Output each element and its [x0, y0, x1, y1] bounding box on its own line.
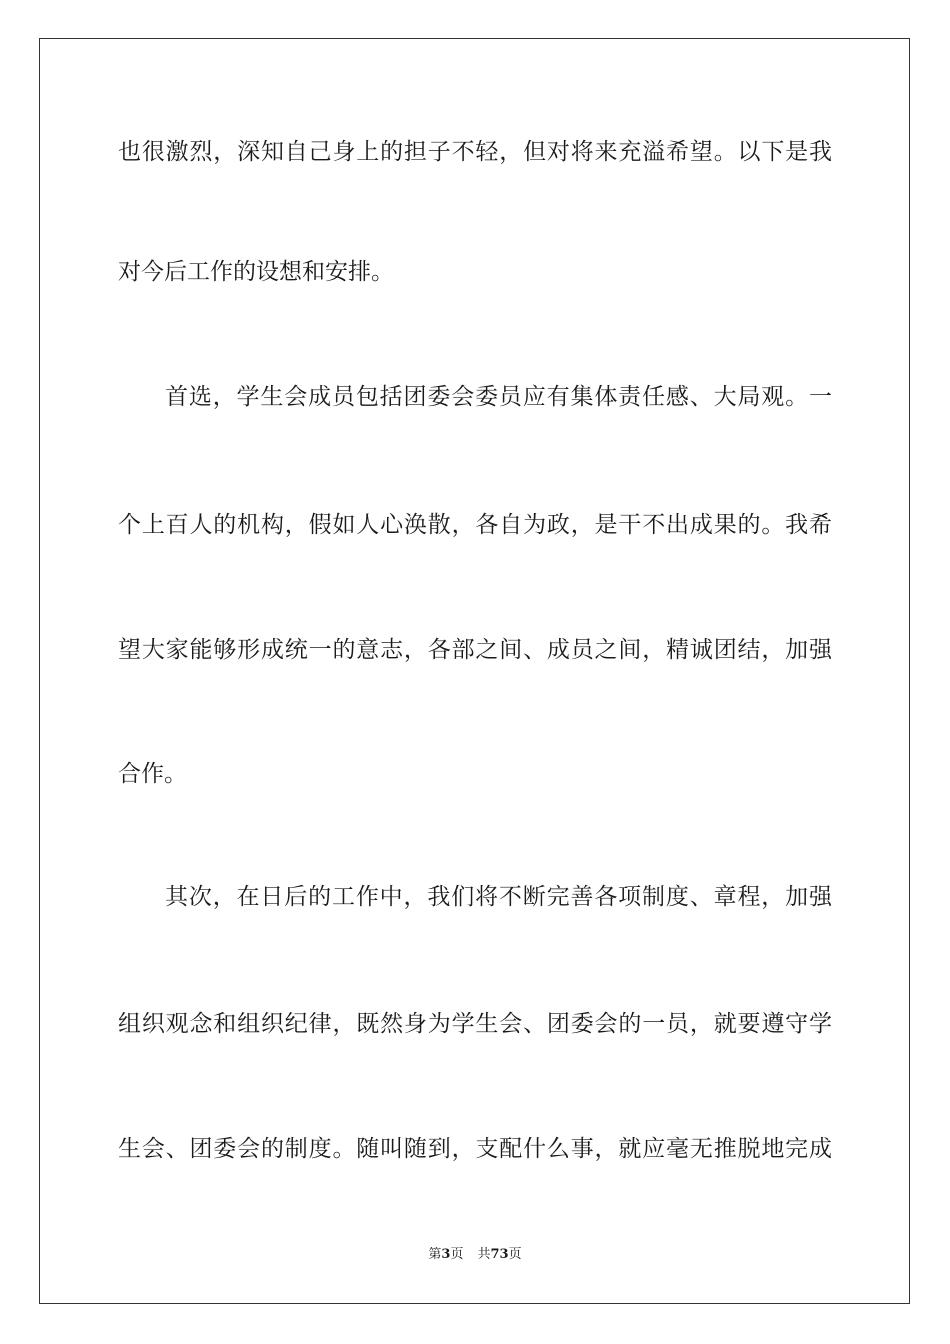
text-line: 首选，学生会成员包括团委会委员应有集体责任感、大局观。一	[165, 384, 832, 410]
text-line: 也很激烈，深知自己身上的担子不轻，但对将来充溢希望。以下是我	[118, 139, 832, 165]
text-line: 生会、团委会的制度。随叫随到，支配什么事，就应毫无推脱地完成	[118, 1136, 832, 1162]
text-line: 个上百人的机构，假如人心涣散，各自为政，是干不出成果的。我希	[118, 512, 832, 538]
text-line: 组织观念和组织纪律，既然身为学生会、团委会的一员，就要遵守学	[118, 1011, 832, 1037]
page-border	[39, 38, 910, 1304]
text-line: 其次，在日后的工作中，我们将不断完善各项制度、章程，加强	[165, 884, 832, 910]
page-footer	[0, 1245, 950, 1265]
text-line: 对今后工作的设想和安排。	[118, 259, 394, 285]
total-pages: 73	[490, 1247, 509, 1262]
page-suffix: 页	[450, 1247, 464, 1262]
total-prefix: 共	[477, 1247, 491, 1262]
text-line: 合作。	[118, 761, 187, 787]
total-suffix: 页	[508, 1247, 522, 1262]
page-prefix: 第	[428, 1247, 442, 1262]
page-number: 3	[441, 1247, 451, 1262]
text-line: 望大家能够形成统一的意志，各部之间、成员之间，精诚团结，加强	[118, 637, 832, 663]
